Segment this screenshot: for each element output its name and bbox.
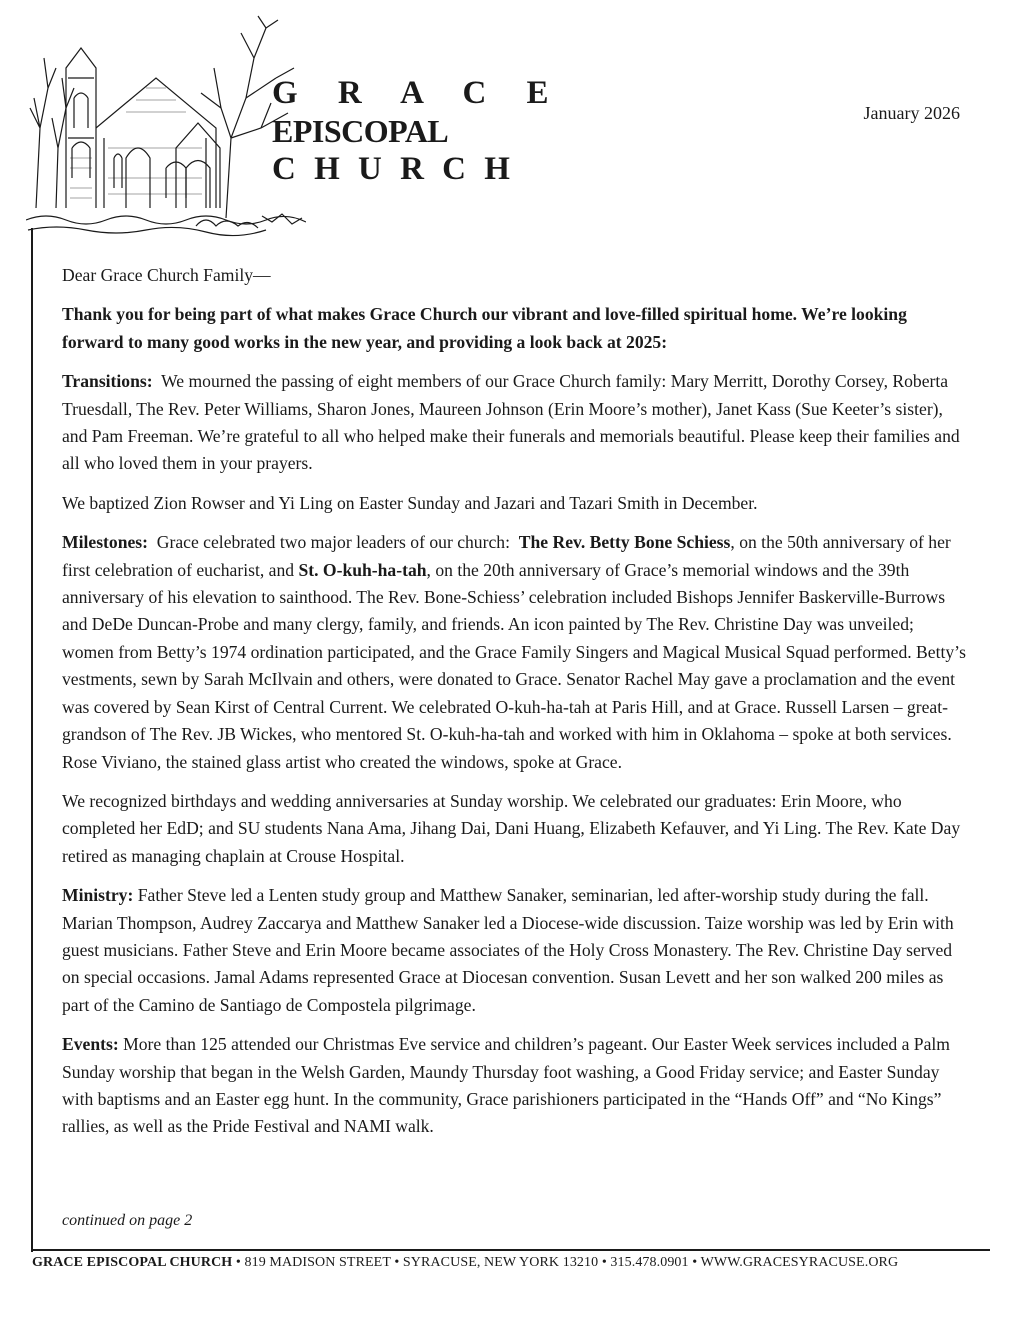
- milestones-paragraph: [62, 529, 967, 776]
- milestones-name1: The Rev. Betty Bone Schiess: [518, 532, 731, 553]
- milestones-part2: , on the 50th anniversary of her first celebration of eucharist, and: [62, 532, 951, 580]
- church-illustration: [26, 8, 306, 240]
- milestones-part3: , on the 20th anniversary of Grace’s memorial windows and the 39th anniversary of his elevation to sainthood. The Rev. Bone-Schiess’ celebration included Bishops Jennifer Baskerville-Burrows and DeDe Duncan-Probe and many clergy, family, and friends. An icon painted by The Rev. Christine Day was unveiled; women from Betty’s 1974 ordination participated, and the Grace Family Singers and Magical Musical Squad performed. Betty’s vestments, sewn by Sarah McIlvain and others, were donated to Grace. Senator Rachel May gave a proclamation and the event was covered by Sean Kirst of Central Current. We celebrated O-kuh-ha-tah at Paris Hill, and at Grace. Russell Larsen – great-grandson of The Rev. JB Wickes, who mentored St. O-kuh-ha-tah and worked with him in Oklahoma – spoke at both services. Rose Viviano, the stained glass artist who created the windows, spoke at Grace.: [62, 559, 966, 772]
- milestones-part1: Grace celebrated two major leaders of our church:: [156, 532, 510, 553]
- masthead-church: C H U R C H: [272, 151, 515, 187]
- footer-church-name: GRACE EPISCOPAL CHURCH: [32, 1255, 233, 1270]
- baptisms-paragraph: We baptized Zion Rowser and Yi Ling on Easter Sunday and Jazari and Tazari Smith in December.: [62, 492, 758, 513]
- transitions-label: Transitions:: [62, 371, 153, 392]
- milestones-name2: St. O-kuh-ha-tah: [298, 559, 427, 580]
- ministry-label: Ministry:: [62, 885, 134, 906]
- events-text: More than 125 attended our Christmas Eve service and children’s pageant. Our Easter Week services included a Palm Sunday worship that began in the Welsh Garden, Maundy Thursday foot washing, a Good Friday service; and Easter Sunday with baptisms and an Easter egg hunt. In the community, Grace parishioners participated in the “Hands Off” and “No Kings” rallies, as well as the Pride Festival and NAMI walk.: [62, 1034, 950, 1137]
- transitions-paragraph: [62, 368, 967, 478]
- newsletter-date: January 2026: [863, 103, 960, 123]
- ministry-text: Father Steve led a Lenten study group and Matthew Sanaker, seminarian, led after-worship study during the fall. Marian Thompson, Audrey Zaccarya and Matthew Sanaker led a Diocese-wide discussion. Taize worship was led by Erin with guest musicians. Father Steve and Erin Moore became associates of the Holy Cross Monastery. The Rev. Christine Day served on special occasions. Jamal Adams represented Grace at Diocesan convention. Susan Levett and her son walked 200 miles as part of the Camino de Santiago de Compostela pilgrimage.: [62, 885, 954, 1015]
- left-border-rule: [31, 228, 33, 1252]
- events-label: Events:: [62, 1034, 119, 1055]
- letter-body: [62, 262, 967, 1153]
- continued-note: continued on page 2: [62, 1212, 193, 1229]
- footer-address: • 819 MADISON STREET • SYRACUSE, NEW YORK 13210 • 315.478.0901 • WWW.GRACESYRACUSE.ORG: [235, 1255, 899, 1270]
- salutation: Dear Grace Church Family—: [62, 265, 271, 285]
- transitions-text: We mourned the passing of eight members of our Grace Church family: Mary Merritt, Dorothy Corsey, Roberta Truesdall, The Rev. Peter Williams, Sharon Jones, Maureen Johnson (Erin Moore’s mother), Janet Kass (Sue Keeter’s sister), and Pam Freeman. We’re grateful to all who helped make their funerals and memorials beautiful. Please keep their families and all who loved them in your prayers.: [62, 371, 960, 474]
- footer-rule: [31, 1249, 990, 1251]
- events-paragraph: [62, 1031, 967, 1141]
- masthead-episcopal: EPISCOPAL: [272, 113, 449, 149]
- milestones-label: Milestones:: [62, 532, 148, 553]
- footer: [32, 1255, 992, 1271]
- lead-paragraph: Thank you for being part of what makes Grace Church our vibrant and love-filled spiritual home. We’re looking forward to many good works in the new year, and providing a look back at 2025:: [62, 304, 907, 352]
- recognitions-paragraph: We recognized birthdays and wedding anniversaries at Sunday worship. We celebrated our graduates: Erin Moore, who completed her EdD; and SU students Nana Ama, Jihang Dai, Dani Huang, Elizabeth Kefauver, and Yi Ling. The Rev. Kate Day retired as managing chaplain at Crouse Hospital.: [62, 790, 961, 866]
- ministry-paragraph: [62, 882, 967, 1019]
- masthead-grace: G R A C E: [272, 75, 565, 111]
- masthead: [272, 74, 565, 188]
